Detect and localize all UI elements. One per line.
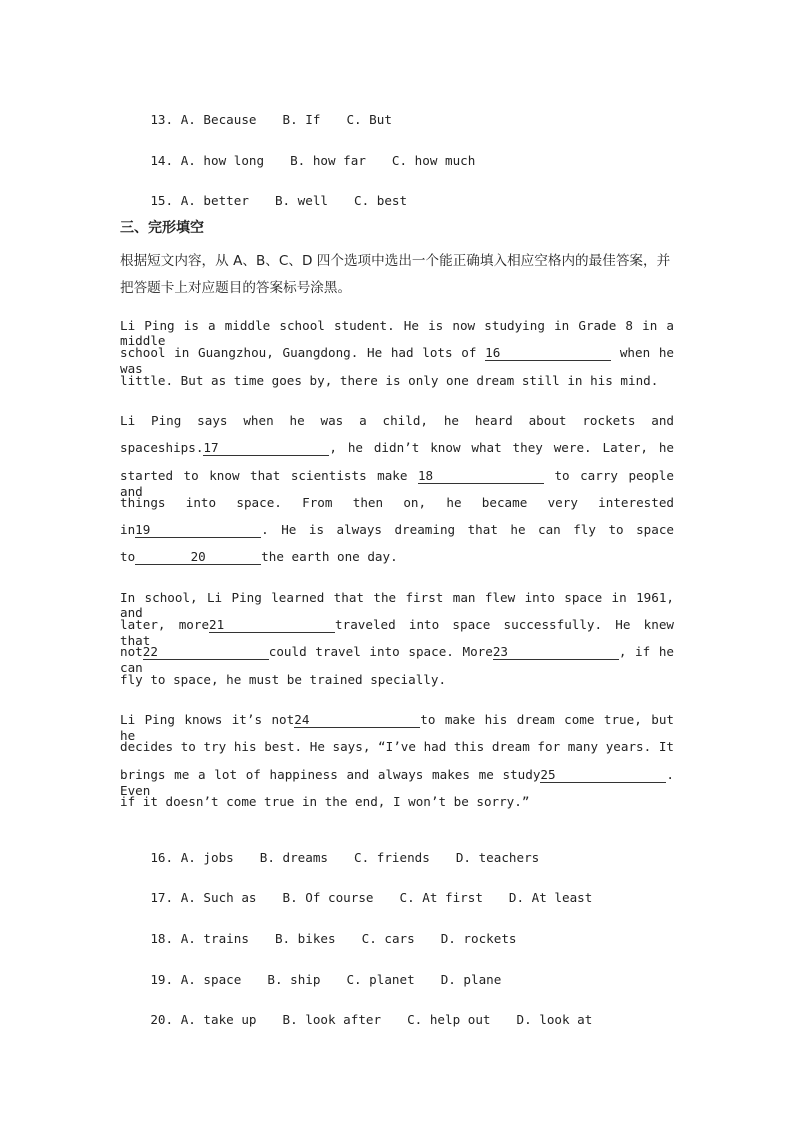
passage-line: Li Ping is a middle school student. He is now studying in Grade 8 in a middle [120, 318, 674, 348]
question-18 [120, 916, 674, 961]
blank-21: 21 [209, 618, 335, 633]
option-b: B. well [274, 193, 329, 208]
blank-25: 25 [540, 768, 666, 783]
question-number: 19. [150, 972, 174, 987]
question-20 [120, 997, 674, 1042]
option-d: D. At least [508, 890, 593, 905]
passage-line: to 20 the earth one day. [120, 549, 398, 564]
blank-24: 24 [294, 713, 420, 728]
question-number: 13. [150, 112, 174, 127]
option-a: A. space [180, 972, 242, 987]
option-c: C. But [346, 112, 392, 127]
option-c: C. planet [346, 972, 415, 987]
question-number: 15. [150, 193, 174, 208]
blank-16: 16 [485, 346, 611, 361]
passage-line: decides to try his best. He says, “I’ve had this dream for many years. It [120, 739, 674, 754]
question-number: 20. [150, 1012, 174, 1027]
option-d: D. rockets [440, 931, 517, 946]
option-a: A. better [180, 193, 249, 208]
passage-line: little. But as time goes by, there is only one dream still in his mind. [120, 373, 659, 388]
passage-line: things into space. From then on, he became very interested [120, 495, 674, 510]
passage-line: spaceships.17 , he didn’t know what they were. Later, he [120, 440, 674, 455]
passage-line: if it doesn’t come true in the end, I won’t be sorry.” [120, 794, 530, 809]
question-number: 16. [150, 850, 174, 865]
option-c: C. how much [391, 153, 476, 168]
option-d: D. plane [440, 972, 502, 987]
option-b: B. look after [282, 1012, 382, 1027]
passage-line: brings me a lot of happiness and always makes me study25 . Even [120, 767, 674, 798]
option-c: C. best [354, 193, 408, 208]
passage-line: Li Ping says when he was a child, he heard about rockets and [120, 413, 674, 428]
passage-line: later, more21 traveled into space successfully. He knew that [120, 617, 674, 648]
option-d: D. look at [516, 1012, 593, 1027]
question-16 [120, 835, 674, 880]
passage-line: school in Guangzhou, Guangdong. He had lots of 16 when he was [120, 345, 674, 376]
passage-line: started to know that scientists make 18 to carry people and [120, 468, 674, 499]
question-number: 18. [150, 931, 174, 946]
question-number: 14. [150, 153, 174, 168]
question-14 [120, 138, 674, 183]
question-number: 17. [150, 890, 174, 905]
option-c: C. cars [361, 931, 415, 946]
option-a: A. Such as [180, 890, 257, 905]
blank-22: 22 [143, 645, 269, 660]
option-a: A. take up [180, 1012, 257, 1027]
question-13 [120, 97, 674, 142]
blank-18: 18 [418, 469, 544, 484]
question-19 [120, 957, 674, 1002]
option-d: D. teachers [455, 850, 540, 865]
blank-23: 23 [493, 645, 619, 660]
section-title: 三、完形填空 [120, 220, 204, 236]
option-b: B. Of course [282, 890, 374, 905]
option-b: B. dreams [259, 850, 329, 865]
question-17 [120, 875, 674, 920]
passage-line: In school, Li Ping learned that the first man flew into space in 1961, and [120, 590, 674, 620]
option-b: B. bikes [274, 931, 336, 946]
option-b: B. ship [267, 972, 321, 987]
option-a: A. trains [180, 931, 249, 946]
section-instruction-line2: 把答题卡上对应题目的答案标号涂黑。 [120, 280, 352, 296]
option-c: C. At first [399, 890, 483, 905]
option-b: B. how far [290, 153, 366, 168]
section-instruction-line1: 根据短文内容，从 A、B、C、D 四个选项中选出一个能正确填入相应空格内的最佳答案，并 [120, 253, 671, 269]
passage-line: in19 . He is always dreaming that he can fly to space [120, 522, 674, 537]
option-a: A. jobs [180, 850, 234, 865]
blank-17: 17 [203, 441, 329, 456]
blank-19: 19 [135, 523, 261, 538]
passage-line: fly to space, he must be trained specially. [120, 672, 447, 687]
passage-line: Li Ping knows it’s not24 to make his dream come true, but he [120, 712, 674, 743]
option-a: A. how long [180, 153, 265, 168]
option-c: C. help out [407, 1012, 491, 1027]
option-b: B. If [282, 112, 321, 127]
option-c: C. friends [354, 850, 430, 865]
passage-line: not22 could travel into space. More23 , if he can [120, 644, 674, 675]
blank-20: 20 [135, 550, 261, 565]
option-a: A. Because [180, 112, 257, 127]
